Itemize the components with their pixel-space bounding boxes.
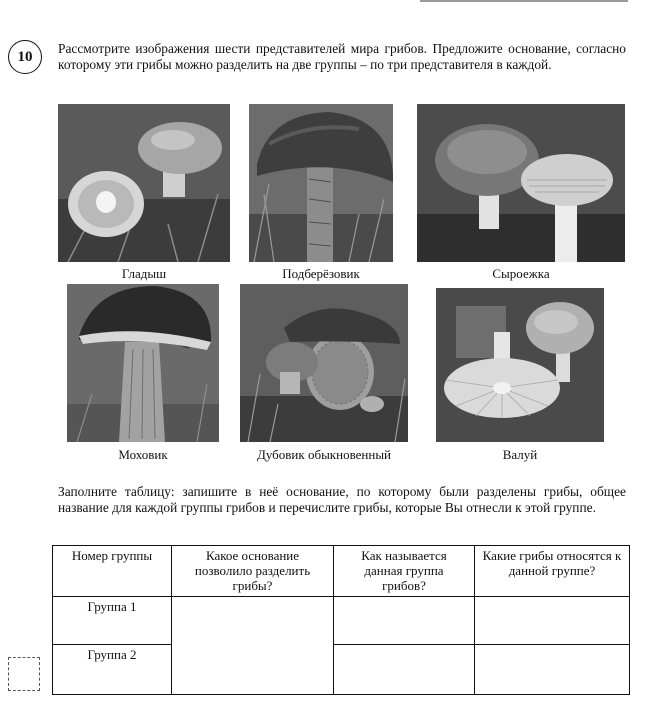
header-group-name: Как называется данная группа грибов?: [334, 546, 475, 597]
table-row: [53, 597, 630, 645]
group-1-name-cell[interactable]: [334, 597, 475, 645]
header-group-number: Номер группы: [53, 546, 172, 597]
caption-gladysh: Гладыш: [121, 266, 167, 281]
header-mushrooms: Какие грибы относятся к данной группе?: [475, 546, 630, 597]
group-2-label: Группа 2: [53, 645, 172, 695]
instruction-text: Заполните таблицу: запишите в неё основание, по которому были разделены грибы, общее название для каждой группы грибов и перечислите грибы, которые Вы отнесли к этой группе.: [58, 484, 626, 515]
top-rule: [420, 0, 628, 2]
basis-answer-cell[interactable]: [172, 597, 334, 695]
answer-table: [52, 545, 630, 695]
caption-dubovik: Дубовик обыкновенный: [256, 447, 392, 462]
group-1-label: Группа 1: [53, 597, 172, 645]
question-number: 10: [8, 40, 42, 74]
mushroom-photo-podberezovik: [249, 104, 393, 262]
group-1-mushrooms-cell[interactable]: [475, 597, 630, 645]
caption-valuy: Валуй: [502, 447, 538, 462]
mushroom-photo-syroezhka: [417, 104, 625, 262]
group-2-name-cell[interactable]: [334, 645, 475, 695]
caption-mokhovik: Моховик: [118, 447, 168, 462]
mushroom-photo-mokhovik: [67, 284, 219, 442]
table-header-row: [53, 546, 630, 597]
table-row: [53, 645, 630, 695]
caption-podberezovik: Подберёзовик: [282, 266, 360, 281]
question-text: Рассмотрите изображения шести представителей мира грибов. Предложите основание, согласно которому эти грибы можно разделить на две группы – по три представителя в каждой.: [58, 41, 626, 72]
mushroom-photo-valuy: [436, 288, 604, 442]
mushroom-photo-dubovik: [240, 284, 408, 442]
mushroom-photo-gladysh: [58, 104, 230, 262]
score-box[interactable]: [8, 657, 40, 691]
header-basis: Какое основание позволило разделить грибы?: [172, 546, 334, 597]
group-2-mushrooms-cell[interactable]: [475, 645, 630, 695]
caption-syroezhka: Сыроежка: [492, 266, 550, 281]
